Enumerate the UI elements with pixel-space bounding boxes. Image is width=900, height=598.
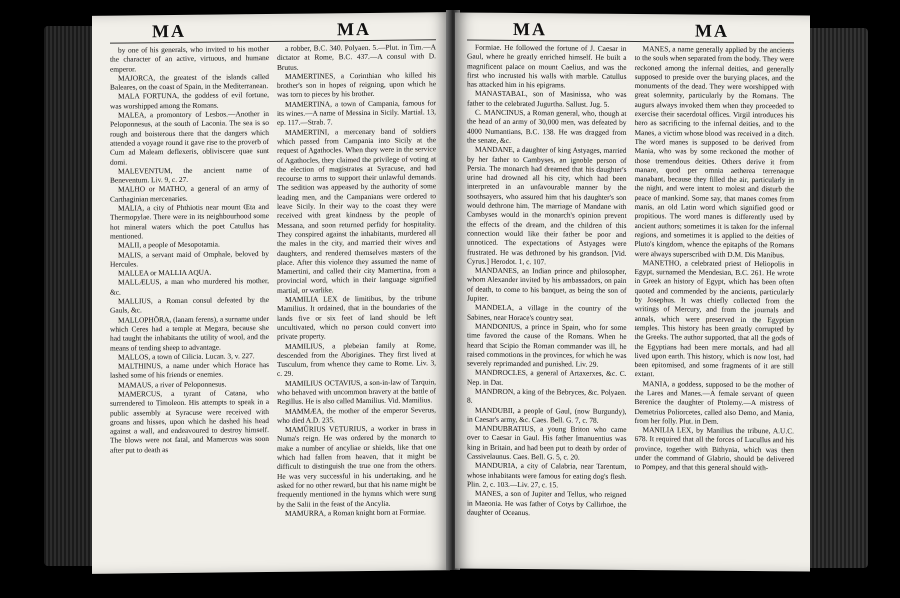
- dictionary-entry: MAMILIUS OCTAVIUS, a son-in-law of Tarquin, who behaved with uncommon bravery at the battle of Regillus. He is also called Mamilius. Vid. Mamilius.: [277, 376, 436, 407]
- dictionary-entry: MALIS, a servant maid of Omphale, beloved by Hercules.: [110, 248, 269, 269]
- dictionary-entry: MALLEA or MALLIA AQUA.: [118, 267, 212, 278]
- dictionary-entry: MAMURRA, a Roman knight born at Formiae.: [285, 507, 426, 518]
- dictionary-entry: MANDUBRATIUS, a young Briton who came over to Caesar in Gaul. His father Imanuentius was king in Britain, and had been put to death by order of Cassivelaunus. Caes. Bell. G. 5, c. 20.: [467, 423, 627, 462]
- dictionary-entry: a robber, B.C. 340. Polyaen. 5.—Plut. in Tim.—A dictator at Rome, B.C. 437.—A consul with D. Brutus.: [277, 42, 436, 72]
- dictionary-entry: MANDANE, a daughter of king Astyages, married by her father to Cambyses, an ignoble person of Persia. The monarch had dreamed that his daughter's urine had drowned all his city, which had been interpreted in an unfavourable manner by the soothsayers, who assured him that his daughter's son would dethrone him. The marriage of Mandane with Cambyses would in the monarch's opinion prevent the effects of the dream, and the children of this connection would like their father be poor and unnoticed. The expectations of Astyages were frustrated. He was dethroned by his grandson. [Vid. Cyrus.] Herodot. 1, c. 107.: [467, 144, 627, 267]
- left-headword-2: MA: [337, 18, 371, 40]
- right-columns: [467, 43, 794, 562]
- book-edge-right: [808, 28, 868, 568]
- right-headword-2: MA: [695, 20, 729, 41]
- right-column-1: [467, 43, 627, 560]
- left-headword-1: MA: [152, 20, 186, 42]
- dictionary-entry: C. MANCINUS, a Roman general, who, though at the head of an army of 30,000 men, was defeated by 4000 Numantians, B.C. 138. He was dragged from the senate, &c.: [467, 107, 627, 145]
- left-column-2: [277, 42, 436, 562]
- dictionary-entry: MANDRON, a king of the Bebryces, &c. Polyaen. 8.: [467, 386, 627, 405]
- dictionary-entry: MALII, a people of Mesopotamia.: [118, 239, 220, 250]
- dictionary-entry: Formiae. He followed the fortune of J. Caesar in Gaul, where he greatly enriched himself. He built a magnificent palace on mount Caelius, and was the first who incrusted his walls with marble. Catullus has attacked him in his epigrams.: [467, 42, 627, 90]
- dictionary-entry: MALLIUS, a Roman consul defeated by the Gauls, &c.: [110, 295, 269, 315]
- dictionary-entry: MANETHO, a celebrated priest of Heliopolis in Egypt, surnamed the Mendesian, B.C. 261. He wrote in Greek an history of Egypt, which has been often quoted and commended by the ancients, particularly by Josephus. It was chiefly collected from the writings of Mercury, and from the journals and annals, which were preserved in the Egyptian temples. This history has been greatly corrupted by the Greeks. The author supported, that all the gods of the Egyptians had been mere mortals, and had all lived upon earth. This history, which is now lost, had been epitomised, and some fragments of it are still extant.: [634, 257, 794, 379]
- dictionary-entry: by one of his generals, who invited to his mother the character of an active, virtuous, and humane emperor.: [110, 44, 269, 74]
- dictionary-entry: MALIA, a city of Phthiotis near mount Œta and Thermopylae. There were in its neighbourhood some hot mineral waters which the poet Catullus has mentioned.: [110, 202, 269, 241]
- dictionary-entry: MANDANES, an Indian prince and philosopher, whom Alexander invited by his ambassadors, on pain of death, to come to his banquet, as being the son of Jupiter.: [467, 265, 627, 303]
- dictionary-entry: MAMERTINI, a mercenary band of soldiers which passed from Campania into Sicily at the request of Agathocles. When they were in the service of Agathocles, they claimed the privilege of voting at the election of magistrates at Syracuse, and had recourse to arms to support their unlawful demands. The sedition was appeased by the authority of some leading men, and the Campanians were ordered to leave Sicily. In their way to the coast they were received with great kindness by the people of Messana, and soon returned perfidy for hospitality. They conspired against the inhabitants, murdered all the males in the city, and married their wives and daughters, and rendered themselves masters of the place. After this violence they assumed the name of Mamertini, and called their city Mamertina, from a provincial word, which in their language signified martial, or warlike.: [277, 125, 436, 295]
- left-column-1: [110, 44, 269, 564]
- dictionary-entry: MALHO or MATHO, a general of an army of Carthaginian mercenaries.: [110, 183, 269, 204]
- dictionary-entry: MANES, a son of Jupiter and Tellus, who reigned in Maeonia. He was father of Cotys by Callirhoe, the daughter of Oceanus.: [467, 488, 627, 517]
- dictionary-entry: MALLÆLUS, a man who murdered his mother, &c.: [110, 276, 269, 297]
- dictionary-entry: MAMERTINA, a town of Campania, famous for its wines.—A name of Messina in Sicily. Martial. 13, ep. 117.—Strab. 7.: [277, 98, 436, 128]
- right-page: [455, 12, 810, 571]
- dictionary-entry: MANDROCLES, a general of Artaxerxes, &c. C. Nep. in Dat.: [467, 368, 627, 387]
- dictionary-entry: MANES, a name generally applied by the ancients to the souls when separated from the body. They were reckoned among the infernal deities, and generally supposed to preside over the burying places, and the monuments of the dead. They were worshipped with great solemnity, particularly by the Romans. The augurs always invoked them when they proceeded to exercise their sacerdotal offices. Virgil introduces his hero as sacrificing to the infernal deities, and to the Manes, a victim whose blood was received in a ditch. The word manes is supposed to be derived from Mania, who was by some reckoned the mother of those tremendous deities. Others derive it from manare, quod per omnia aetherea terrenaque manabant, because they filled the air, particularly in the night, and were intent to molest and disturb the peace of mankind. Some say, that manes comes from manis, an old Latin word which signified good or propitious. The word manes is differently used by ancient authors; sometimes it is taken for the infernal regions, and sometimes it is applied to the deities of Pluto's kingdom, whence the epitaphs of the Romans were always superscribed with D.M. Dis Manibus.: [634, 44, 794, 259]
- dictionary-entry: MAJORCA, the greatest of the islands called Baleares, on the coast of Spain, in the Mediterranean.: [110, 71, 269, 92]
- dictionary-entry: MAMILIA LEX de limitibus, by the tribune Mamilius. It ordained, that in the boundaries of the lands five or six feet of land should be left uncultivated, which no person could convert into private property.: [277, 293, 436, 342]
- left-page: [92, 12, 450, 574]
- dictionary-entry: MANDURIA, a city of Calabria, near Tarentum, whose inhabitants were famous for eating dog's flesh. Plin. 2, c. 103.—Liv. 27, c. 15.: [467, 460, 627, 490]
- right-headword-1: MA: [513, 18, 547, 40]
- dictionary-entry: MALTHINUS, a name under which Horace has lashed some of his friends or enemies.: [110, 360, 269, 381]
- book-edge-left: [44, 26, 94, 566]
- dictionary-entry: MALLOPHŎRA, (lanam ferens), a surname under which Ceres had a temple at Megara, because she had taught the inhabitants the utility of wool, and the means of tending sheep to advantage.: [110, 313, 269, 353]
- dictionary-entry: MALA FORTUNA, the goddess of evil fortune, was worshipped among the Romans.: [110, 90, 269, 111]
- dictionary-entry: MALEA, a promontory of Lesbos.—Another in Peloponnesus, at the south of Laconia. The sea is so rough and boisterous there that the dangers which attended a voyage round it gave rise to the proverb of Cum ad Maleam deflexeris, obliviscere quae sunt domi.: [110, 109, 269, 167]
- dictionary-entry: MAMERTINES, a Corinthian who killed his brother's son in hopes of reigning, upon which he was torn to pieces by his brother.: [277, 70, 436, 100]
- dictionary-entry: MAMILIUS, a plebeian family at Rome, descended from the Aborigines. They first lived at Tusculum, from whence they came to Rome. Liv. 3, c. 29.: [277, 339, 436, 379]
- dictionary-entry: MANIA, a goddess, supposed to be the mother of the Lares and Manes.—A female servant of queen Berenice the daughter of Ptolemy.—A mistress of Demetrius Poliorcetes, called also Demo, and Mania, from her folly. Plut. in Dem.: [634, 378, 794, 426]
- dictionary-entry: MANASTABAL, son of Masinissa, who was father to the celebrated Jugurtha. Sallust. Jug. 5.: [467, 89, 627, 109]
- dictionary-entry: MANDONIUS, a prince in Spain, who for some time favored the cause of the Romans. When he heard that Scipio the Roman commander was ill, he raised commotions in the provinces, for which he was severely reprimanded and punished. Liv. 29.: [467, 321, 627, 369]
- dictionary-entry: MALLOS, a town of Cilicia. Lucan. 3, v. 227.: [118, 350, 255, 362]
- dictionary-entry: MANILIA LEX, by Manilius the tribune, A.U.C. 678. It required that all the forces of Lucullus and his province, together with Bithynia, which was then under the command of Glabrio, should be delivered to Pompey, and that this general should with-: [634, 425, 794, 473]
- right-column-2: [635, 44, 795, 561]
- dictionary-entry: MANDELA, a village in the country of the Sabines, near Horace's country seat.: [467, 302, 627, 323]
- dictionary-entry: MAMŬRIUS VETURIUS, a worker in brass in Numa's reign. He was ordered by the monarch to make a number of ancyliae or shields, like that one which had fallen from heaven, that it might be difficult to distinguish the true one from the others. He was very successful in his undertaking, and he asked for no other reward, but that his name might be frequently mentioned in the hymns which were sung by the Salii in the feast of the Ancylia.: [277, 423, 436, 509]
- dictionary-entry: MAMAUS, a river of Peloponnesus.: [118, 379, 227, 390]
- dictionary-entry: MANDUBII, a people of Gaul, (now Burgundy), in Caesar's army, &c. Caes. Bell. G. 7, c. 78.: [467, 405, 627, 425]
- dictionary-entry: MAMMÆA, the mother of the emperor Severus, who died A.D. 235.: [277, 404, 436, 425]
- dictionary-entry: MALEVENTUM, the ancient name of Beneventum. Liv. 9, c. 27.: [110, 164, 269, 185]
- dictionary-entry: MAMERCUS, a tyrant of Catana, who surrendered to Timoleon. His attempts to speak in a public assembly at Syracuse were received with groans and hisses, upon which he dashed his head against a wall, and endeavoured to destroy himself. The blows were not fatal, and Mamercus was soon after put to death as: [110, 388, 269, 455]
- left-columns: [110, 42, 436, 563]
